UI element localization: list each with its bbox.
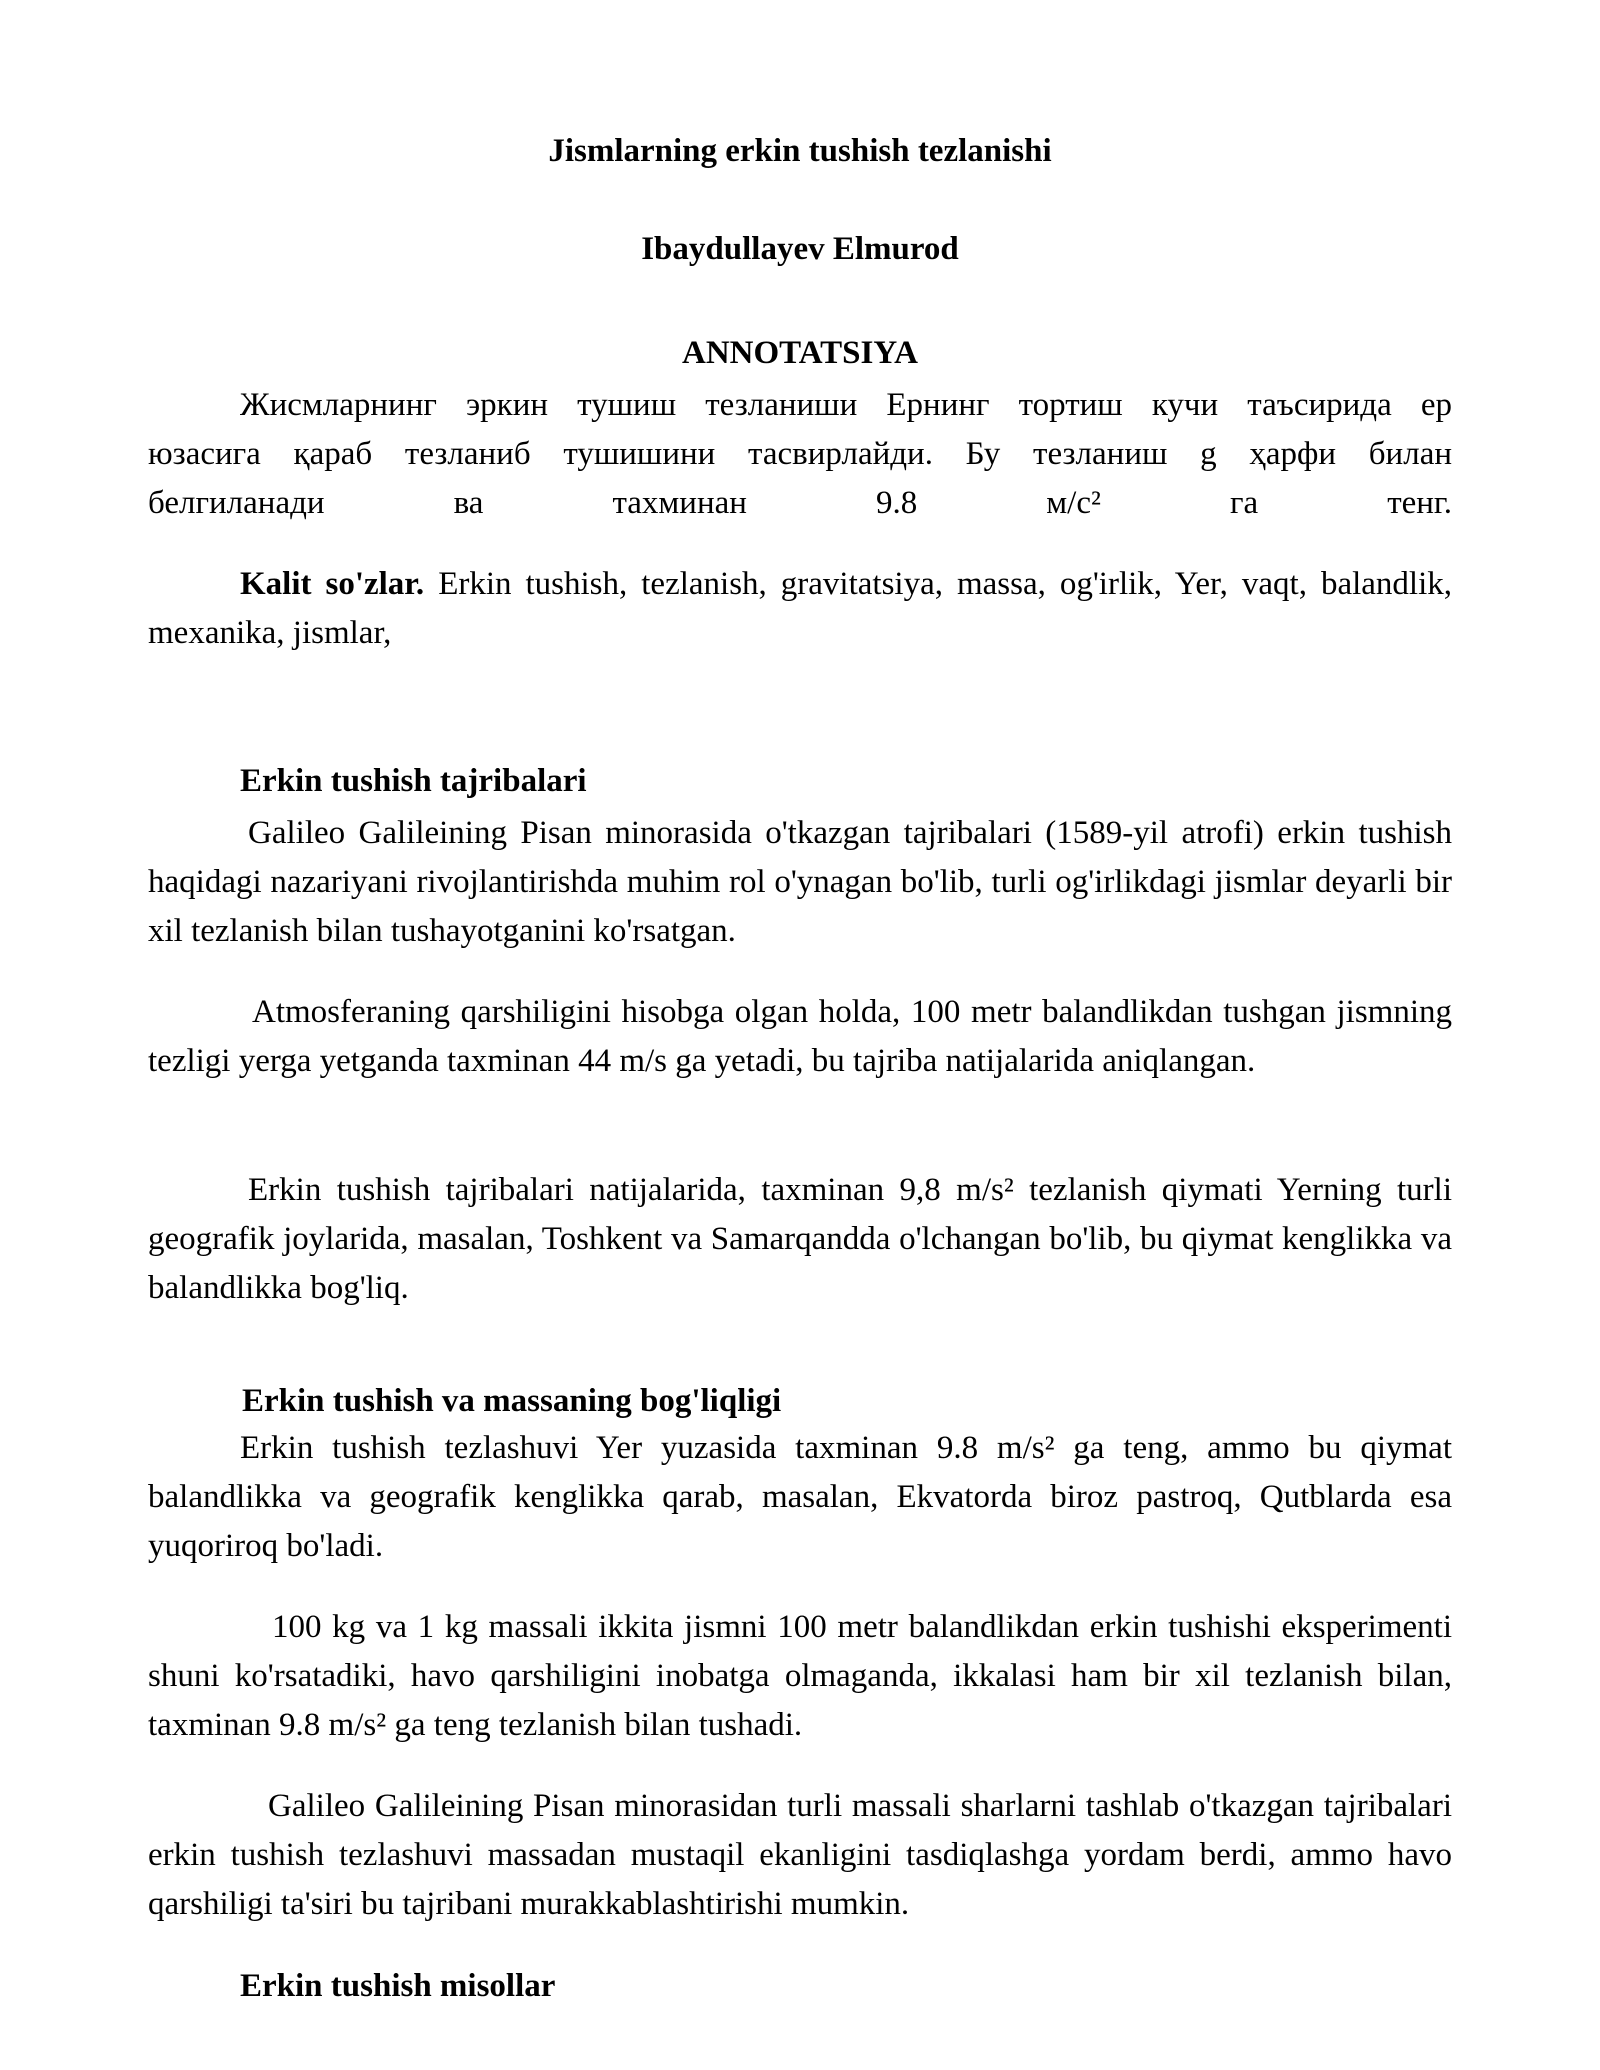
paragraph: Galileo Galileining Pisan minorasidan turli massali sharlarni tashlab o'tkazgan tajribalari erkin tushish tezlashuvi massadan mustaqil ekanligini tasdiqlashga yordam berdi, ammo havo qarshiligi ta'siri bu tajribani murakkablashtirishi mumkin. bbox=[148, 1788, 1452, 1922]
paragraph: Atmosferaning qarshiligini hisobga olgan holda, 100 metr balandlikdan tushgan jismning tezligi yerga yetganda taxminan 44 m/s ga yetadi, bu tajriba natijalarida aniqlangan. bbox=[148, 994, 1452, 1079]
section-heading-examples: Erkin tushish misollar bbox=[240, 1968, 556, 2004]
section-heading-experiments: Erkin tushish tajribalari bbox=[240, 763, 587, 799]
keywords-label: Kalit so'zlar. bbox=[240, 566, 425, 602]
author-name: Ibaydullayev Elmurod bbox=[641, 231, 959, 267]
paragraph: Galileo Galileining Pisan minorasida o'tkazgan tajribalari (1589-yil atrofi) erkin tushish haqidagi nazariyani rivojlantirishda muhim rol o'ynagan bo'lib, turli og'irlikdagi jismlar deyarli bir xil tezlanish bilan tushayotganini ko'rsatgan. bbox=[148, 815, 1452, 949]
paragraph: Erkin tushish tajribalari natijalarida, taxminan 9,8 m/s² tezlanish qiymati Yerning turli geografik joylarida, masalan, Toshkent va Samarqandda o'lchangan bo'lib, bu qiymat kenglikka va balandlikka bog'liq. bbox=[148, 1172, 1452, 1306]
paragraph: Erkin tushish tezlashuvi Yer yuzasida taxminan 9.8 m/s² ga teng, ammo bu qiymat balandlikka va geografik kenglikka qarab, masalan, Ekvatorda biroz pastroq, Qutblarda esa yuqoriroq bo'ladi. bbox=[148, 1430, 1452, 1564]
abstract-text: Жисмларнинг эркин тушиш тезланиши Ернинг тортиш кучи таъсирида ер юзасига қараб тезланиб тушишини тасвирлайди. Бу тезланиш g ҳарфи билан белгиланади ва тахминан 9.8 м/с² га тенг. bbox=[148, 387, 1452, 521]
keywords-text: Erkin tushish, tezlanish, gravitatsiya, massa, og'irlik, Yer, vaqt, balandlik, mexanika, jismlar, bbox=[148, 566, 1452, 651]
abstract-heading: ANNOTATSIYA bbox=[682, 335, 918, 371]
paragraph: 100 kg va 1 kg massali ikkita jismni 100 metr balandlikdan erkin tushishi eksperimenti shuni ko'rsatadiki, havo qarshiligini inobatga olmaganda, ikkalasi ham bir xil tezlanish bilan, taxminan 9.8 m/s² ga teng tezlanish bilan tushadi. bbox=[148, 1609, 1452, 1743]
keywords-paragraph bbox=[148, 560, 1452, 658]
document-title: Jismlarning erkin tushish tezlanishi bbox=[548, 133, 1052, 169]
section-heading-mass: Erkin tushish va massaning bog'liqligi bbox=[242, 1383, 782, 1419]
